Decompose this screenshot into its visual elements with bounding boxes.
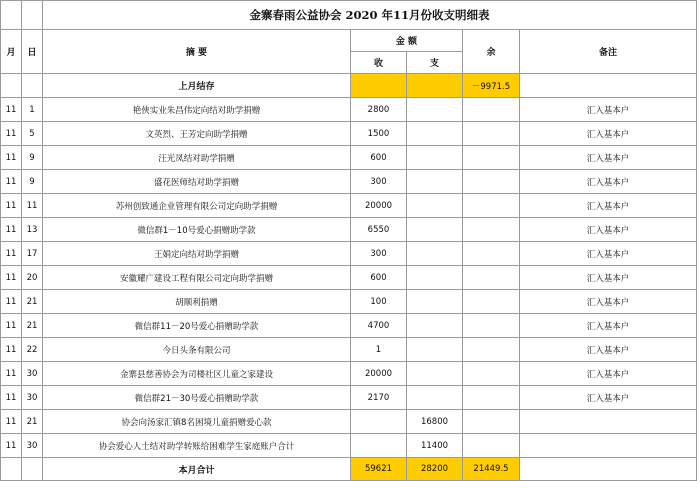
note-cell: 汇入基本户 bbox=[520, 218, 697, 242]
day-cell: 30 bbox=[22, 434, 43, 458]
balance-cell bbox=[463, 170, 520, 194]
note-cell bbox=[520, 410, 697, 434]
summary-cell: 金寨县慈善协会为司楼社区儿童之家建设 bbox=[43, 362, 351, 386]
day-cell: 21 bbox=[22, 410, 43, 434]
opening-income bbox=[351, 74, 407, 98]
expense-cell bbox=[407, 122, 463, 146]
income-cell: 300 bbox=[351, 170, 407, 194]
table-row bbox=[1, 170, 697, 194]
table-row bbox=[1, 338, 697, 362]
note-cell bbox=[520, 434, 697, 458]
day-cell: 13 bbox=[22, 218, 43, 242]
opening-balance: －9971.5 bbox=[463, 74, 520, 98]
day-cell: 20 bbox=[22, 266, 43, 290]
day-cell: 5 bbox=[22, 122, 43, 146]
note-cell: 汇入基本户 bbox=[520, 338, 697, 362]
expense-cell: 11400 bbox=[407, 434, 463, 458]
summary-cell: 文英烈、王芳定向助学捐赠 bbox=[43, 122, 351, 146]
balance-cell bbox=[463, 434, 520, 458]
opening-expense bbox=[407, 74, 463, 98]
day-cell: 22 bbox=[22, 338, 43, 362]
income-cell: 20000 bbox=[351, 194, 407, 218]
month-cell: 11 bbox=[1, 146, 22, 170]
day-cell: 21 bbox=[22, 314, 43, 338]
income-cell: 100 bbox=[351, 290, 407, 314]
note-cell: 汇入基本户 bbox=[520, 242, 697, 266]
expense-cell: 16800 bbox=[407, 410, 463, 434]
day-header: 日 bbox=[22, 30, 43, 74]
total-income: 59621 bbox=[351, 458, 407, 481]
month-cell: 11 bbox=[1, 434, 22, 458]
expense-header: 支 bbox=[407, 52, 463, 74]
day-cell: 9 bbox=[22, 170, 43, 194]
note-cell: 汇入基本户 bbox=[520, 194, 697, 218]
table-row bbox=[1, 98, 697, 122]
balance-cell bbox=[463, 314, 520, 338]
expense-cell bbox=[407, 146, 463, 170]
day-cell: 17 bbox=[22, 242, 43, 266]
month-cell: 11 bbox=[1, 242, 22, 266]
expense-cell bbox=[407, 242, 463, 266]
note-cell: 汇入基本户 bbox=[520, 314, 697, 338]
opening-label: 上月结存 bbox=[43, 74, 351, 98]
month-cell: 11 bbox=[1, 170, 22, 194]
balance-cell bbox=[463, 266, 520, 290]
summary-cell: 协会爱心人士结对助学转账给困难学生家庭账户合计 bbox=[43, 434, 351, 458]
month-cell: 11 bbox=[1, 362, 22, 386]
total-row bbox=[1, 458, 697, 481]
month-cell: 11 bbox=[1, 314, 22, 338]
balance-cell bbox=[463, 242, 520, 266]
day-cell: 30 bbox=[22, 386, 43, 410]
month-cell: 11 bbox=[1, 290, 22, 314]
income-cell bbox=[351, 434, 407, 458]
balance-cell bbox=[463, 386, 520, 410]
month-cell: 11 bbox=[1, 410, 22, 434]
balance-cell bbox=[463, 218, 520, 242]
summary-cell: 胡顺利捐赠 bbox=[43, 290, 351, 314]
income-cell: 20000 bbox=[351, 362, 407, 386]
income-cell: 4700 bbox=[351, 314, 407, 338]
balance-cell bbox=[463, 362, 520, 386]
note-cell: 汇入基本户 bbox=[520, 386, 697, 410]
month-cell: 11 bbox=[1, 386, 22, 410]
summary-cell: 今日头条有限公司 bbox=[43, 338, 351, 362]
summary-cell: 艳俠实业朱昌伟定向结对助学捐赠 bbox=[43, 98, 351, 122]
day-cell: 21 bbox=[22, 290, 43, 314]
summary-cell: 微信群1－10号爱心捐赠助学款 bbox=[43, 218, 351, 242]
month-cell: 11 bbox=[1, 122, 22, 146]
summary-cell: 王娟定向结对助学捐赠 bbox=[43, 242, 351, 266]
balance-cell bbox=[463, 338, 520, 362]
table-row bbox=[1, 386, 697, 410]
total-label: 本月合计 bbox=[43, 458, 351, 481]
note-cell: 汇入基本户 bbox=[520, 98, 697, 122]
expense-cell bbox=[407, 98, 463, 122]
balance-cell bbox=[463, 122, 520, 146]
income-cell: 1500 bbox=[351, 122, 407, 146]
opening-row bbox=[1, 74, 697, 98]
income-cell bbox=[351, 410, 407, 434]
balance-cell bbox=[463, 290, 520, 314]
balance-cell bbox=[463, 146, 520, 170]
income-cell: 600 bbox=[351, 266, 407, 290]
income-header: 收 bbox=[351, 52, 407, 74]
table-row bbox=[1, 194, 697, 218]
amount-header: 金 额 bbox=[351, 30, 463, 52]
balance-cell bbox=[463, 194, 520, 218]
income-cell: 2800 bbox=[351, 98, 407, 122]
month-cell: 11 bbox=[1, 338, 22, 362]
expense-cell bbox=[407, 386, 463, 410]
expense-cell bbox=[407, 218, 463, 242]
table-row bbox=[1, 266, 697, 290]
note-cell: 汇入基本户 bbox=[520, 170, 697, 194]
month-header: 月 bbox=[1, 30, 22, 74]
expense-cell bbox=[407, 314, 463, 338]
summary-header: 摘 要 bbox=[43, 30, 351, 74]
header-row-1 bbox=[1, 30, 697, 52]
month-cell: 11 bbox=[1, 194, 22, 218]
table-row bbox=[1, 410, 697, 434]
balance-cell bbox=[463, 98, 520, 122]
total-balance: 21449.5 bbox=[463, 458, 520, 481]
note-header: 备注 bbox=[520, 30, 697, 74]
note-cell: 汇入基本户 bbox=[520, 146, 697, 170]
month-cell: 11 bbox=[1, 98, 22, 122]
expense-cell bbox=[407, 170, 463, 194]
day-cell: 30 bbox=[22, 362, 43, 386]
summary-cell: 微信群21－30号爱心捐赠助学款 bbox=[43, 386, 351, 410]
table-row bbox=[1, 122, 697, 146]
table-row bbox=[1, 242, 697, 266]
balance-cell bbox=[463, 410, 520, 434]
table-row bbox=[1, 434, 697, 458]
balance-header: 余 bbox=[463, 30, 520, 74]
month-cell: 11 bbox=[1, 218, 22, 242]
table-title: 金寨春雨公益协会 2020 年11月份收支明细表 bbox=[43, 1, 697, 30]
table-row bbox=[1, 146, 697, 170]
total-expense: 28200 bbox=[407, 458, 463, 481]
note-cell: 汇入基本户 bbox=[520, 290, 697, 314]
income-cell: 300 bbox=[351, 242, 407, 266]
note-cell: 汇入基本户 bbox=[520, 122, 697, 146]
table-row bbox=[1, 218, 697, 242]
day-cell: 1 bbox=[22, 98, 43, 122]
expense-cell bbox=[407, 338, 463, 362]
expense-cell bbox=[407, 362, 463, 386]
income-cell: 2170 bbox=[351, 386, 407, 410]
expense-cell bbox=[407, 266, 463, 290]
title-row bbox=[1, 1, 697, 30]
note-cell: 汇入基本户 bbox=[520, 266, 697, 290]
note-cell: 汇入基本户 bbox=[520, 362, 697, 386]
income-cell: 1 bbox=[351, 338, 407, 362]
summary-cell: 微信群11－20号爱心捐赠助学款 bbox=[43, 314, 351, 338]
table-row bbox=[1, 362, 697, 386]
summary-cell: 安徽耀广建设工程有限公司定向助学捐赠 bbox=[43, 266, 351, 290]
income-cell: 6550 bbox=[351, 218, 407, 242]
day-cell: 11 bbox=[22, 194, 43, 218]
expense-cell bbox=[407, 290, 463, 314]
expense-cell bbox=[407, 194, 463, 218]
income-cell: 600 bbox=[351, 146, 407, 170]
summary-cell: 协会向汤家汇镇8名困境儿童捐赠爱心款 bbox=[43, 410, 351, 434]
table-row bbox=[1, 314, 697, 338]
summary-cell: 苏州创致通企业管理有限公司定向助学捐赠 bbox=[43, 194, 351, 218]
summary-cell: 汪光凤结对助学捐赠 bbox=[43, 146, 351, 170]
summary-cell: 盛花医师结对助学捐赠 bbox=[43, 170, 351, 194]
day-cell: 9 bbox=[22, 146, 43, 170]
table-row bbox=[1, 290, 697, 314]
month-cell: 11 bbox=[1, 266, 22, 290]
